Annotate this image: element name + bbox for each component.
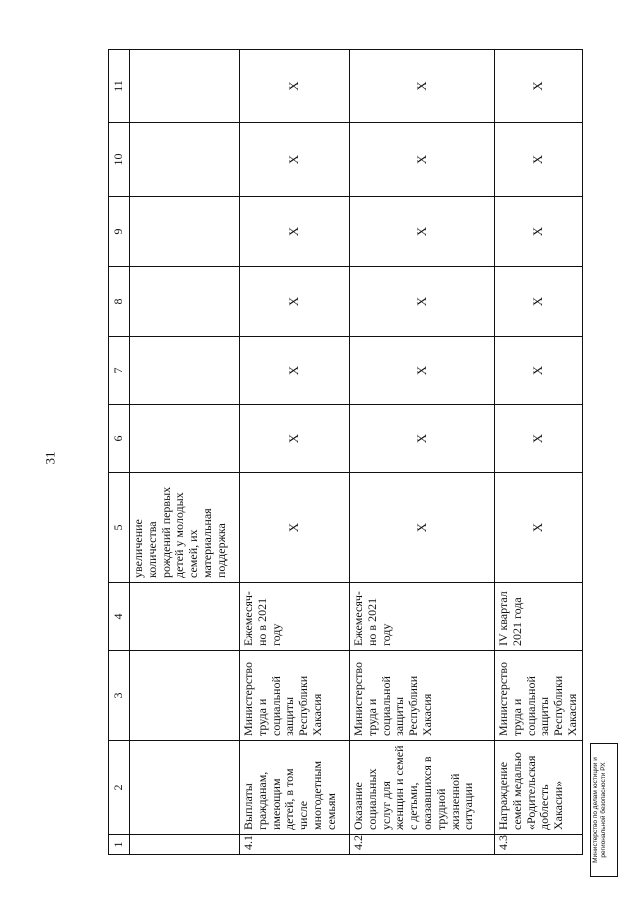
header-cell: 5 xyxy=(109,473,130,583)
header-row xyxy=(109,50,130,855)
table-cell xyxy=(130,651,240,741)
table-row xyxy=(350,50,495,855)
term-cell: Ежемесяч-но в 2021 году xyxy=(350,583,495,651)
table-row xyxy=(130,50,240,855)
goal-cell: увеличение количества рождений первых детей у молодых семей, их материальная поддержка xyxy=(130,473,240,583)
table-cell xyxy=(130,267,240,337)
header-cell: 3 xyxy=(109,651,130,741)
x-cell: Х xyxy=(240,473,350,583)
table-cell xyxy=(130,583,240,651)
table-cell xyxy=(130,337,240,405)
x-cell: Х xyxy=(240,197,350,267)
row-number: 4.3 xyxy=(495,835,583,855)
x-cell: Х xyxy=(350,267,495,337)
table-cell xyxy=(130,197,240,267)
x-cell: Х xyxy=(240,405,350,473)
term-cell: IV квартал 2021 года xyxy=(495,583,583,651)
header-cell: 8 xyxy=(109,267,130,337)
x-cell: Х xyxy=(350,405,495,473)
executor-cell: Министерство труда и социальной защиты Республики Хакасия xyxy=(495,651,583,741)
table-cell xyxy=(130,50,240,123)
header-cell: 9 xyxy=(109,197,130,267)
x-cell: Х xyxy=(495,267,583,337)
row-number: 4.2 xyxy=(350,835,495,855)
x-cell: Х xyxy=(350,337,495,405)
table-cell xyxy=(130,741,240,835)
term-cell: Ежемесяч-но в 2021 году xyxy=(240,583,350,651)
measure-cell: Награждение семей медалью «Родительская доблесть Хакасии» xyxy=(495,741,583,835)
executor-cell: Министерство труда и социальной защиты Республики Хакасия xyxy=(350,651,495,741)
executor-cell: Министерство труда и социальной защиты Республики Хакасия xyxy=(240,651,350,741)
table-cell xyxy=(130,405,240,473)
x-cell: Х xyxy=(495,473,583,583)
x-cell: Х xyxy=(495,405,583,473)
header-cell: 10 xyxy=(109,123,130,197)
x-cell: Х xyxy=(240,337,350,405)
x-cell: Х xyxy=(350,50,495,123)
table-row xyxy=(240,50,350,855)
header-cell: 4 xyxy=(109,583,130,651)
header-cell: 7 xyxy=(109,337,130,405)
header-cell: 6 xyxy=(109,405,130,473)
table-cell xyxy=(130,123,240,197)
x-cell: Х xyxy=(495,197,583,267)
x-cell: Х xyxy=(240,50,350,123)
x-cell: Х xyxy=(240,123,350,197)
x-cell: Х xyxy=(495,123,583,197)
measure-cell: Оказание социальных услуг для женщин и семей с детьми, оказавшихся в трудной жизненной ситуации xyxy=(350,741,495,835)
header-cell: 11 xyxy=(109,50,130,123)
stamp-text: Министерство по делам юстиции и региональной безопасности РХ xyxy=(592,757,607,863)
table-cell xyxy=(130,835,240,855)
header-cell: 1 xyxy=(109,835,130,855)
x-cell: Х xyxy=(350,197,495,267)
x-cell: Х xyxy=(240,267,350,337)
row-number: 4.1 xyxy=(240,835,350,855)
x-cell: Х xyxy=(495,50,583,123)
header-cell: 2 xyxy=(109,741,130,835)
document-table xyxy=(108,50,579,855)
x-cell: Х xyxy=(350,123,495,197)
registration-stamp xyxy=(590,743,618,877)
x-cell: Х xyxy=(495,337,583,405)
measure-cell: Выплаты гражданам, имеющим детей, в том числе многодетным семьям xyxy=(240,741,350,835)
x-cell: Х xyxy=(350,473,495,583)
page-number: 31 xyxy=(42,451,58,465)
table-row xyxy=(495,50,583,855)
